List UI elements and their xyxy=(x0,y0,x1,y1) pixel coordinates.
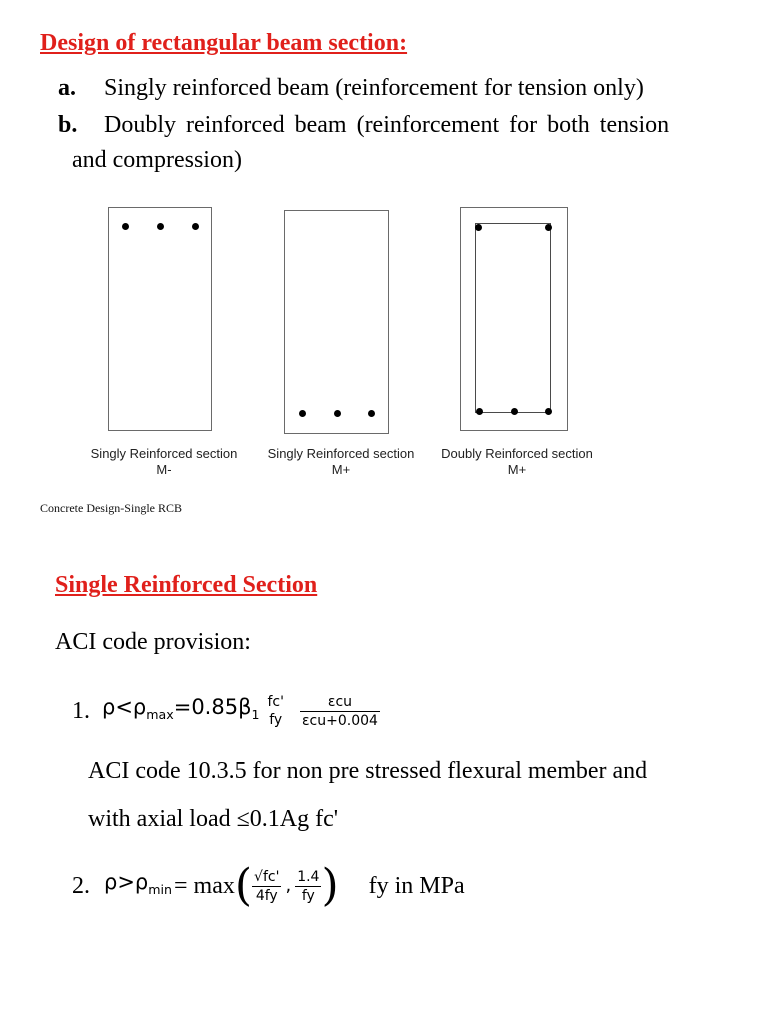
list-item-a xyxy=(58,73,644,103)
fraction-fc-fy: fc' fy xyxy=(267,694,284,728)
caption-moment: M+ xyxy=(507,462,527,477)
equation-1 xyxy=(72,686,380,736)
top-bar xyxy=(157,223,164,230)
figure-source: Concrete Design-Single RCB xyxy=(40,501,182,515)
caption-line: Singly Reinforced section xyxy=(267,446,415,461)
fraction-sqrt-fc: $\frac{√fc'}{4fy}$ xyxy=(254,868,280,904)
section-subtitle: ACI code provision: xyxy=(55,629,251,655)
stirrup xyxy=(475,223,551,413)
equation-lhs: $\rho>\rho_{min}$ xyxy=(104,869,173,898)
note-line-1: ACI code 10.3.5 for non pre stressed flexural member and xyxy=(88,758,648,784)
list-item-b xyxy=(58,110,669,140)
top-bar xyxy=(122,223,129,230)
list-text-b: Doubly reinforced beam (reinforcement for both tension xyxy=(104,112,670,138)
beam-section-3 xyxy=(460,207,568,431)
list-marker-a: a. xyxy=(58,75,76,101)
page-heading: Design of rectangular beam section: xyxy=(40,30,408,56)
comma: , xyxy=(285,875,292,896)
section-title: Single Reinforced Section xyxy=(55,572,318,598)
left-paren: ( xyxy=(234,860,253,911)
beam-caption-2 xyxy=(256,446,426,478)
equation-lhs: $\rho<\rho_{max}=0.85\beta_1$ xyxy=(102,694,260,723)
equation-number: 2. xyxy=(72,873,90,899)
fraction-strain: $\frac{\text{εcu}}{\text{εcu+0.004}}$ xyxy=(301,693,378,729)
top-bar xyxy=(545,224,552,231)
max-label: = max xyxy=(174,873,235,899)
bottom-bar xyxy=(545,408,552,415)
beam-section-1 xyxy=(108,207,212,431)
beam-caption-1 xyxy=(78,446,250,478)
note-line-2: with axial load ≤0.1Ag fc' xyxy=(88,806,339,832)
bottom-bar xyxy=(476,408,483,415)
list-text-a: Singly reinforced beam (reinforcement for tension only) xyxy=(104,75,644,101)
list-marker-b: b. xyxy=(58,112,78,138)
caption-line: Doubly Reinforced section xyxy=(441,446,593,461)
bottom-bar xyxy=(511,408,518,415)
right-paren: ) xyxy=(321,860,339,911)
bottom-bar xyxy=(299,410,306,417)
beam-section-2 xyxy=(284,210,389,434)
fraction-1-4-fy: $\frac{1.4}{fy}$ xyxy=(297,868,320,904)
caption-moment: M+ xyxy=(331,462,351,477)
bottom-bar xyxy=(334,410,341,417)
units-note: fy in MPa xyxy=(368,873,465,899)
top-bar xyxy=(192,223,199,230)
top-bar xyxy=(475,224,482,231)
equation-number: 1. xyxy=(72,698,90,724)
beam-caption-3 xyxy=(430,446,604,478)
caption-line: Singly Reinforced section xyxy=(90,446,238,461)
caption-moment: M- xyxy=(156,462,172,477)
bottom-bar xyxy=(368,410,375,417)
equation-2 xyxy=(72,858,465,914)
list-item-b-continued: and compression) xyxy=(72,147,242,173)
